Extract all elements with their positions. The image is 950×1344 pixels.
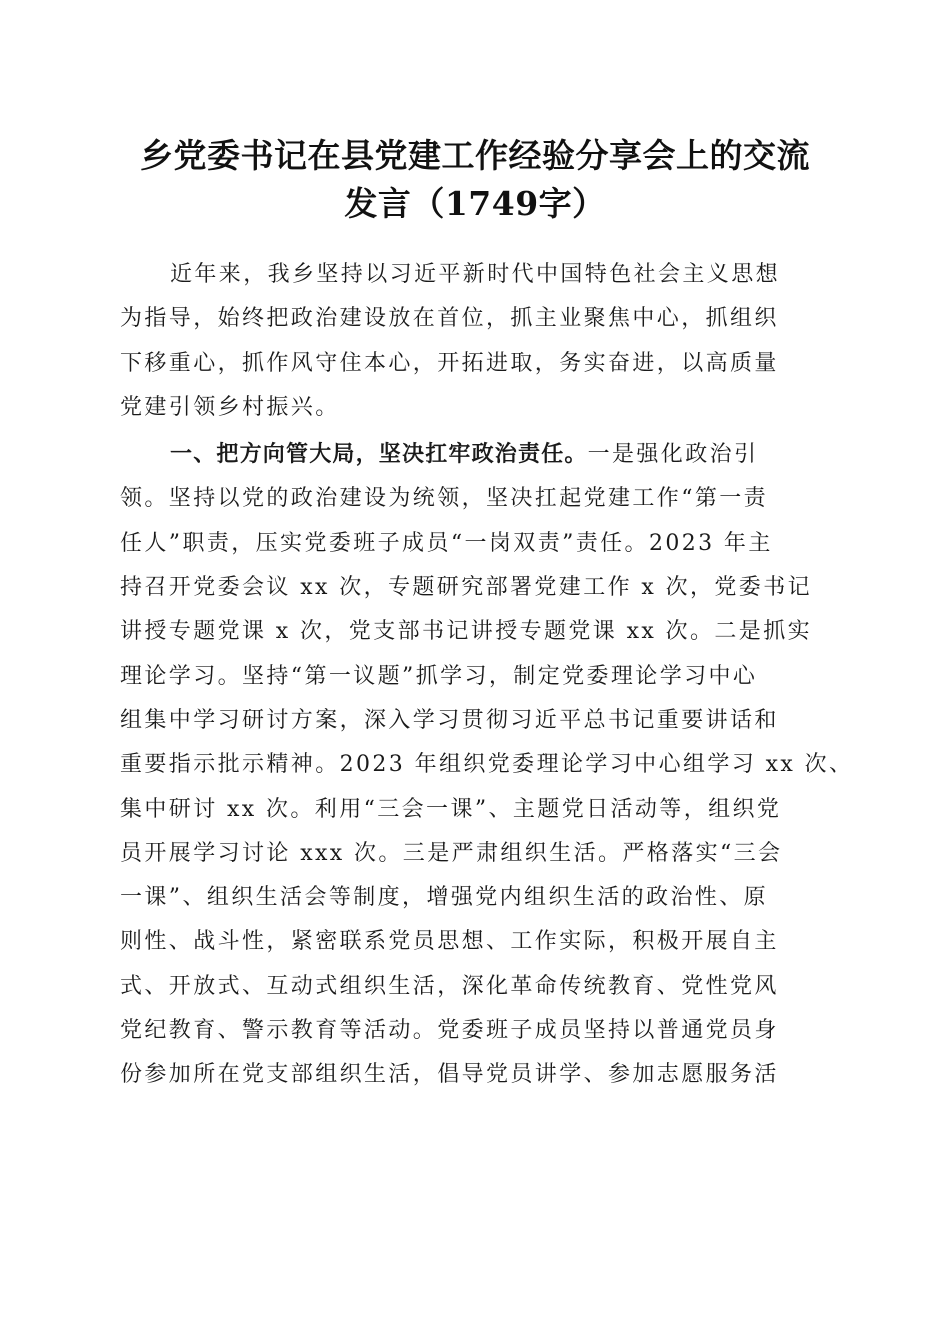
paragraph-2-line: 持召开党委会议 xx 次，专题研究部署党建工作 x 次，党委书记 xyxy=(120,575,812,601)
paragraph-2-line: 讲授专题党课 x 次，党支部书记讲授专题党课 xx 次。二是抓实 xyxy=(120,619,812,645)
paragraph-2-line: 任人”职责，压实党委班子成员“一岗双责”责任。2023 年主 xyxy=(120,530,773,556)
document-body xyxy=(120,253,854,1098)
paragraph-2-first-line xyxy=(120,433,836,477)
paragraph-1-line: 为指导，始终把政治建设放在首位，抓主业聚焦中心，抓组织 xyxy=(120,306,779,332)
section-heading: 一、把方向管大局，坚决扛牢政治责任。 xyxy=(170,442,588,468)
paragraph-2-line: 党纪教育、警示教育等活动。党委班子成员坚持以普通党员身 xyxy=(120,1018,779,1044)
paragraph-2-line: 领。坚持以党的政治建设为统领，坚决扛起党建工作“第一责 xyxy=(120,486,769,512)
paragraph-1-line: 下移重心，抓作风守住本心，开拓进取，务实奋进，以高质量 xyxy=(120,350,779,376)
paragraph-2-line: 理论学习。坚持“第一议题”抓学习，制定党委理论学习中心 xyxy=(120,663,758,689)
paragraph-2-line: 员开展学习讨论 xxx 次。三是严肃组织生活。严格落实“三会 xyxy=(120,840,783,866)
paragraph-2-line: 重要指示批示精神。2023 年组织党委理论学习中心组学习 xx 次、 xyxy=(120,752,854,778)
paragraph-2-line: 份参加所在党支部组织生活，倡导党员讲学、参加志愿服务活 xyxy=(120,1062,779,1088)
paragraph-2-line: 式、开放式、互动式组织生活，深化革命传统教育、党性党风 xyxy=(120,973,779,999)
paragraph-2-line: 一课”、组织生活会等制度，增强党内组织生活的政治性、原 xyxy=(120,885,769,911)
title-line-2: 发言（1749字） xyxy=(344,184,606,223)
paragraph-2-line: 组集中学习研讨方案，深入学习贯彻习近平总书记重要讲话和 xyxy=(120,707,779,733)
paragraph-1-line: 近年来，我乡坚持以习近平新时代中国特色社会主义思想 xyxy=(170,262,781,287)
paragraph-2-first-line-rest: 一是强化政治引 xyxy=(587,442,759,468)
paragraph-2-line: 则性、战斗性，紧密联系党员思想、工作实际，积极开展自主 xyxy=(120,929,779,955)
paragraph-2-line: 集中研讨 xx 次。利用“三会一课”、主题党日活动等，组织党 xyxy=(120,796,782,822)
title-line-1: 乡党委书记在县党建工作经验分享会上的交流 xyxy=(140,136,810,175)
paragraph-1-line: 党建引领乡村振兴。 xyxy=(120,394,340,420)
document-title xyxy=(90,132,860,228)
